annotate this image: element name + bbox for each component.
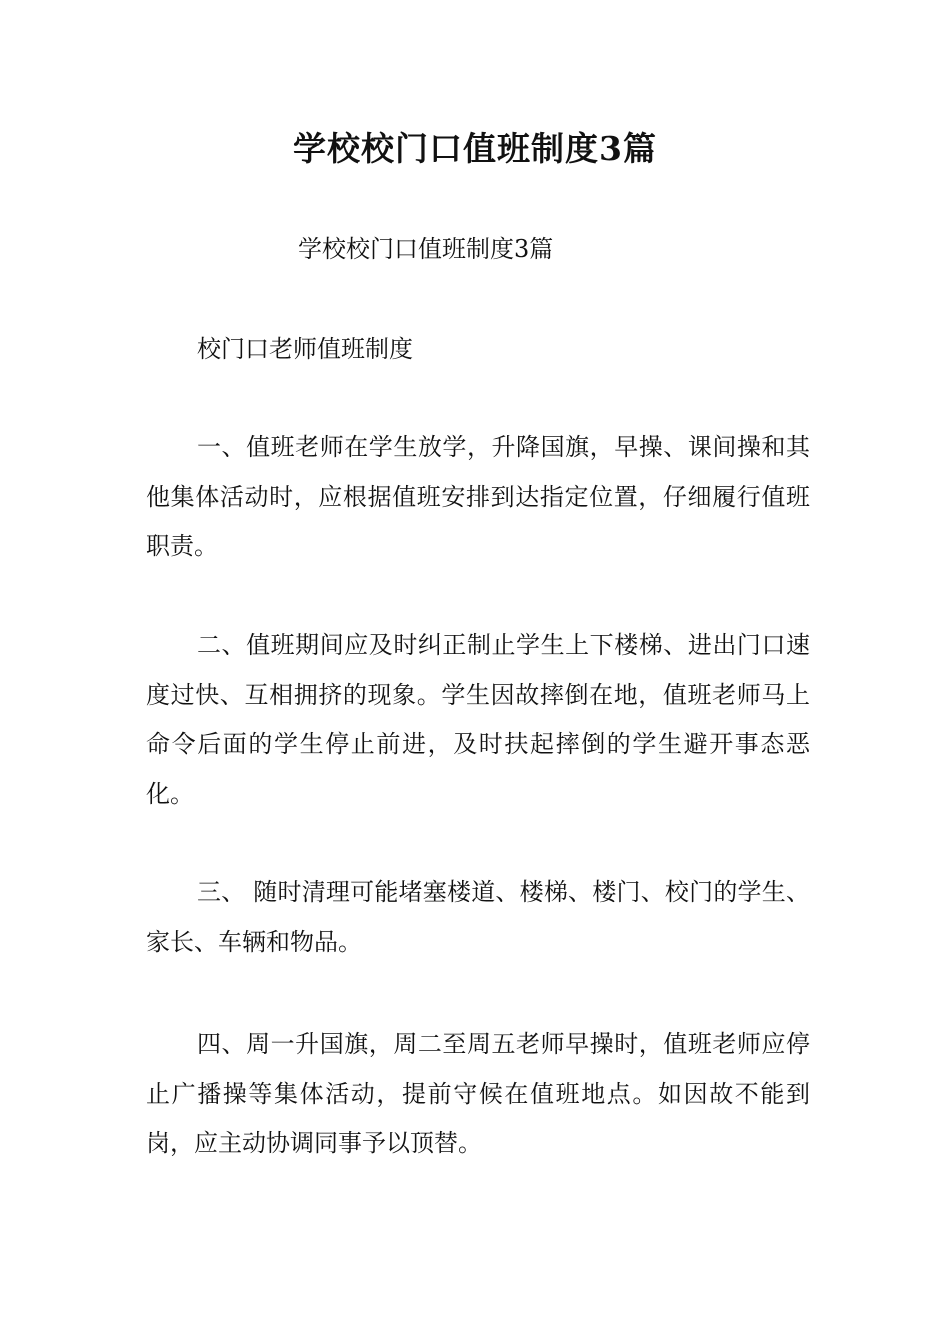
paragraph-4: 四、周一升国旗，周二至周五老师早操时，值班老师应停止广播操等集体活动，提前守候在值班地点。如因故不能到岗，应主动协调同事予以顶替。 xyxy=(146,1030,810,1157)
paragraph-2: 二、值班期间应及时纠正制止学生上下楼梯、进出门口速度过快、互相拥挤的现象。学生因故摔倒在地，值班老师马上命令后面的学生停止前进，及时扶起摔倒的学生避开事态恶化。 xyxy=(146,631,810,808)
paragraph-3: 三、 随时清理可能堵塞楼道、楼梯、楼门、校门的学生、家长、车辆和物品。 xyxy=(146,878,810,956)
document-title: 学校校门口值班制度3篇 xyxy=(293,129,657,168)
section-heading: 校门口老师值班制度 xyxy=(197,335,413,363)
document-subtitle: 学校校门口值班制度3篇 xyxy=(298,235,554,263)
paragraph-1: 一、值班老师在学生放学，升降国旗，早操、课间操和其他集体活动时，应根据值班安排到达指定位置，仔细履行值班职责。 xyxy=(146,433,810,560)
